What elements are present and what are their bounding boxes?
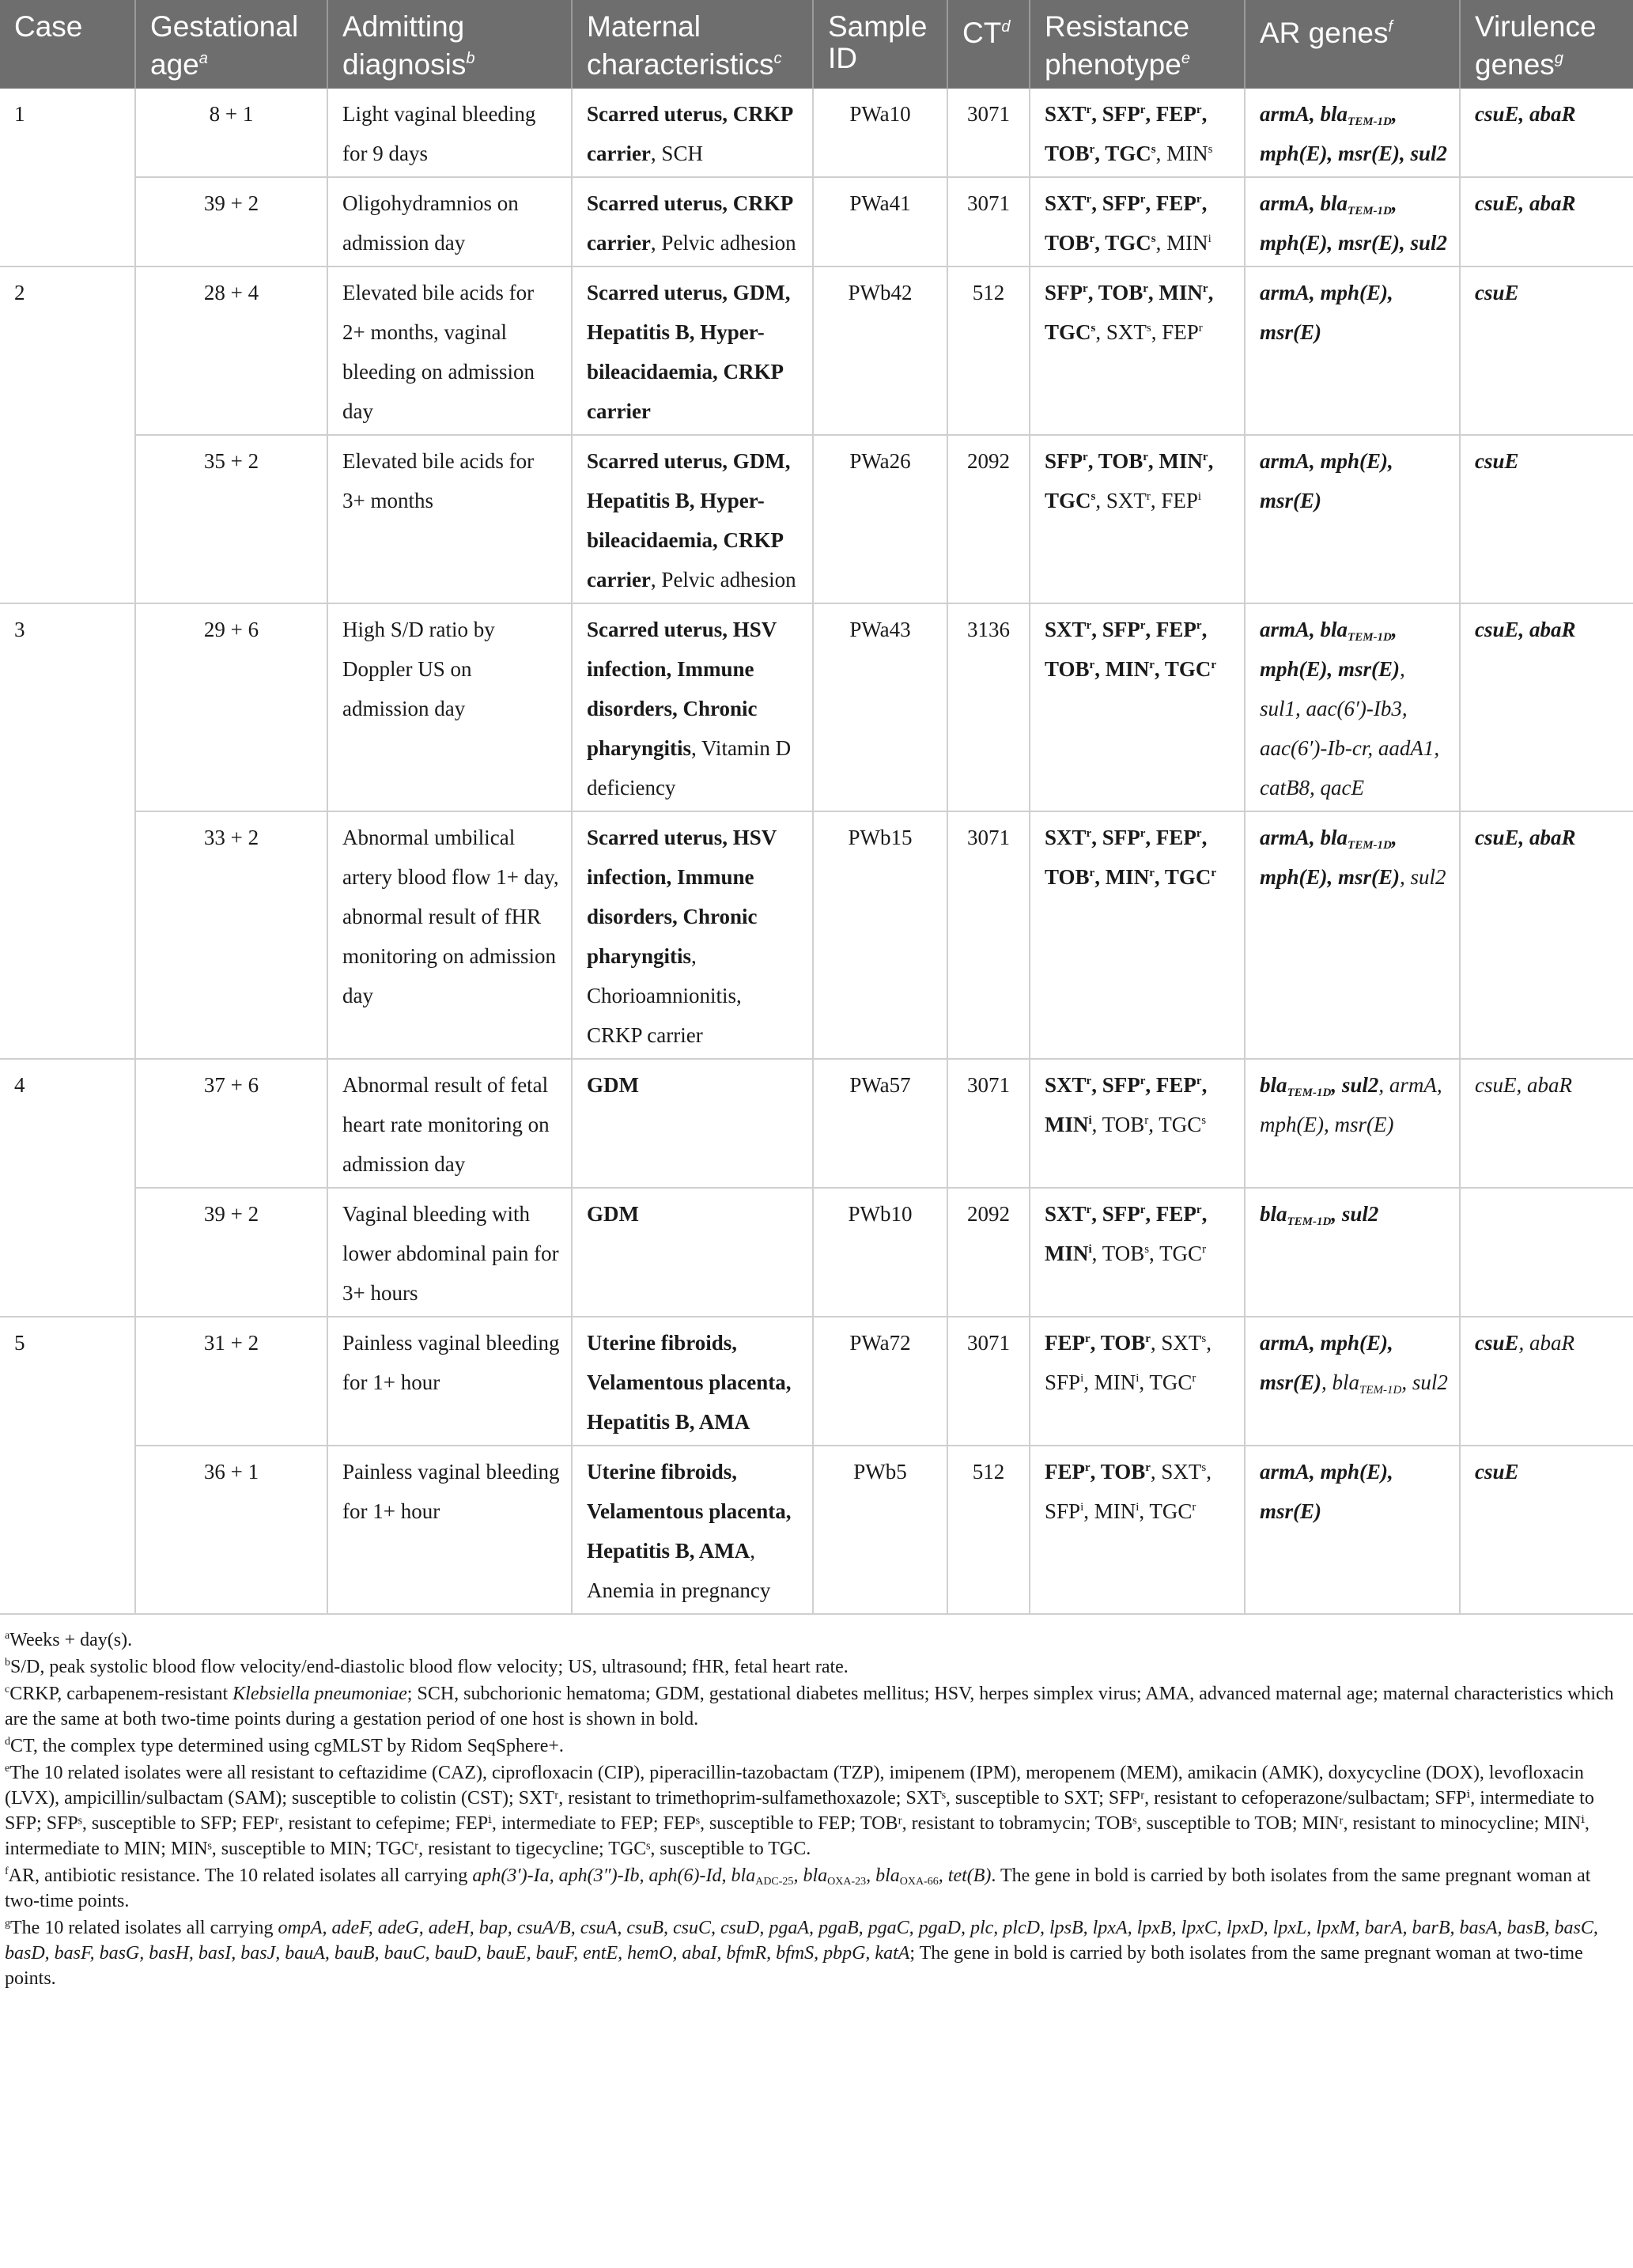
- ar-genes: armA, mph(E), msr(E): [1245, 435, 1460, 603]
- col-virulence-genes: Virulence genes$^g$: [1460, 0, 1633, 89]
- virulence-genes: csuE, abaR: [1460, 811, 1633, 1059]
- col-gestational-age: Gestational age$^a$: [135, 0, 327, 89]
- ar-genes: bla$_{TEM-1D}$, sul2, armA, mph(E), msr(E): [1245, 1059, 1460, 1188]
- table-row: [0, 266, 1633, 435]
- table-row: [0, 1446, 1633, 1614]
- virulence-genes: [1460, 1188, 1633, 1317]
- admitting-diagnosis: Abnormal result of fetal heart rate monitoring on admission day: [327, 1059, 572, 1188]
- sample-id: PWa72: [813, 1317, 947, 1446]
- resistance-phenotype: SXT$^r$, SFP$^r$, FEP$^r$, MIN$^i$, TOB$^s$, TGC$^r$: [1030, 1188, 1245, 1317]
- maternal-characteristics: Scarred uterus, CRKP carrier, SCH: [572, 89, 813, 177]
- maternal-characteristics: GDM: [572, 1188, 813, 1317]
- resistance-phenotype: SFP$^r$, TOB$^r$, MIN$^r$, TGC$^s$, SXT$^s$, FEP$^r$: [1030, 266, 1245, 435]
- gestational-age: 35 + 2: [135, 435, 327, 603]
- col-ar-genes: AR genes$^f$: [1245, 0, 1460, 89]
- admitting-diagnosis: Abnormal umbilical artery blood flow 1+ day, abnormal result of fHR monitoring on admission day: [327, 811, 572, 1059]
- ct-value: 3071: [947, 177, 1030, 266]
- table-row: [0, 603, 1633, 811]
- footnote-d: $^d$CT, the complex type determined using cgMLST by Ridom SeqSphere+.: [5, 1736, 564, 1756]
- resistance-phenotype: SFP$^r$, TOB$^r$, MIN$^r$, TGC$^s$, SXT$^r$, FEP$^i$: [1030, 435, 1245, 603]
- sample-id: PWb10: [813, 1188, 947, 1317]
- virulence-genes: csuE, abaR: [1460, 603, 1633, 811]
- ar-genes: armA, mph(E), msr(E): [1245, 1446, 1460, 1614]
- resistance-phenotype: SXT$^r$, SFP$^r$, FEP$^r$, TOB$^r$, TGC$^s$, MIN$^i$: [1030, 177, 1245, 266]
- gestational-age: 28 + 4: [135, 266, 327, 435]
- ct-value: 3071: [947, 1317, 1030, 1446]
- ar-genes: armA, bla$_{TEM-1D}$, mph(E), msr(E), sul2: [1245, 177, 1460, 266]
- case-number: 1: [0, 89, 135, 266]
- maternal-characteristics: Uterine fibroids, Velamentous placenta, Hepatitis B, AMA, Anemia in pregnancy: [572, 1446, 813, 1614]
- table-row: [0, 1059, 1633, 1188]
- resistance-phenotype: SXT$^r$, SFP$^r$, FEP$^r$, TOB$^r$, MIN$^r$, TGC$^r$: [1030, 603, 1245, 811]
- footnote-a: $^a$Weeks + day(s).: [5, 1630, 133, 1650]
- footnote-b: $^b$S/D, peak systolic blood flow velocity/end-diastolic blood flow velocity; US, ultrasound; fHR, fetal heart rate.: [5, 1657, 849, 1677]
- admitting-diagnosis: Light vaginal bleeding for 9 days: [327, 89, 572, 177]
- case-number: 4: [0, 1059, 135, 1317]
- ar-genes: armA, mph(E), msr(E), bla$_{TEM-1D}$, sul2: [1245, 1317, 1460, 1446]
- ct-value: 512: [947, 1446, 1030, 1614]
- footnote-c: $^c$CRKP, carbapenem-resistant Klebsiella pneumoniae; SCH, subchorionic hematoma; GDM, gestational diabetes mellitus; HSV, herpes simplex virus; AMA, advanced maternal age; maternal characteristics which are the same at both two-time points during a gestation period of one host is shown in bold.: [5, 1684, 1614, 1729]
- gestational-age: 33 + 2: [135, 811, 327, 1059]
- ar-genes: armA, mph(E), msr(E): [1245, 266, 1460, 435]
- ct-value: 3136: [947, 603, 1030, 811]
- maternal-characteristics: Scarred uterus, CRKP carrier, Pelvic adhesion: [572, 177, 813, 266]
- table-row: [0, 177, 1633, 266]
- table-row: [0, 1317, 1633, 1446]
- gestational-age: 39 + 2: [135, 1188, 327, 1317]
- table-row: [0, 89, 1633, 177]
- sample-id: PWa26: [813, 435, 947, 603]
- virulence-genes: csuE, abaR: [1460, 177, 1633, 266]
- table-row: [0, 1188, 1633, 1317]
- ar-genes: armA, bla$_{TEM-1D}$, mph(E), msr(E), sul2: [1245, 811, 1460, 1059]
- gestational-age: 8 + 1: [135, 89, 327, 177]
- ct-value: 3071: [947, 89, 1030, 177]
- ar-genes: armA, bla$_{TEM-1D}$, mph(E), msr(E), sul1, aac(6′)-Ib3, aac(6′)-Ib-cr, aadA1, catB8, qacE: [1245, 603, 1460, 811]
- col-ct: $CT^d$: [947, 0, 1030, 89]
- col-maternal-characteristics: Maternal characteristics$^c$: [572, 0, 813, 89]
- sample-id: PWb15: [813, 811, 947, 1059]
- maternal-characteristics: Scarred uterus, GDM, Hepatitis B, Hyper-bileacidaemia, CRKP carrier, Pelvic adhesion: [572, 435, 813, 603]
- admitting-diagnosis: Painless vaginal bleeding for 1+ hour: [327, 1317, 572, 1446]
- resistance-phenotype: SXT$^r$, SFP$^r$, FEP$^r$, MIN$^i$, TOB$^r$, TGC$^s$: [1030, 1059, 1245, 1188]
- resistance-phenotype: FEP$^r$, TOB$^r$, SXT$^s$, SFP$^i$, MIN$^i$, TGC$^r$: [1030, 1317, 1245, 1446]
- ct-value: 3071: [947, 811, 1030, 1059]
- maternal-characteristics: Scarred uterus, HSV infection, Immune disorders, Chronic pharyngitis, Chorioamnionitis, CRKP carrier: [572, 811, 813, 1059]
- ar-genes: armA, bla$_{TEM-1D}$, mph(E), msr(E), sul2: [1245, 89, 1460, 177]
- resistance-phenotype: FEP$^r$, TOB$^r$, SXT$^s$, SFP$^i$, MIN$^i$, TGC$^r$: [1030, 1446, 1245, 1614]
- col-resistance-phenotype: Resistance phenotype$^e$: [1030, 0, 1245, 89]
- virulence-genes: csuE, abaR: [1460, 1317, 1633, 1446]
- virulence-genes: csuE: [1460, 266, 1633, 435]
- gestational-age: 37 + 6: [135, 1059, 327, 1188]
- sample-id: PWa57: [813, 1059, 947, 1188]
- sample-id: PWb5: [813, 1446, 947, 1614]
- maternal-characteristics: Scarred uterus, GDM, Hepatitis B, Hyper-bileacidaemia, CRKP carrier: [572, 266, 813, 435]
- admitting-diagnosis: Vaginal bleeding with lower abdominal pain for 3+ hours: [327, 1188, 572, 1317]
- ct-value: 3071: [947, 1059, 1030, 1188]
- resistance-phenotype: SXT$^r$, SFP$^r$, FEP$^r$, TOB$^r$, MIN$^r$, TGC$^r$: [1030, 811, 1245, 1059]
- admitting-diagnosis: Oligohydramnios on admission day: [327, 177, 572, 266]
- sample-id: PWa10: [813, 89, 947, 177]
- virulence-genes: csuE: [1460, 1446, 1633, 1614]
- virulence-genes: csuE, abaR: [1460, 1059, 1633, 1188]
- maternal-characteristics: Uterine fibroids, Velamentous placenta, Hepatitis B, AMA: [572, 1317, 813, 1446]
- footnote-g: $^g$The 10 related isolates all carrying ompA, adeF, adeG, adeH, bap, csuA/B, csuA, csuB, csuC, csuD, pgaA, pgaB, pgaC, pgaD, plc, plcD, lpsB, lpxA, lpxB, lpxC, lpxD, lpxL, lpxM, barA, barB, basA, basB, basC, basD, basF, basG, basH, basI, basJ, bauA, bauB, bauC, bauD, bauE, bauF, entE, hemO, abaI, bfmR, bfmS, pbpG, katA; The gene in bold is carried by both isolates from the same pregnant woman at two-time points.: [5, 1918, 1598, 1989]
- maternal-characteristics: GDM: [572, 1059, 813, 1188]
- table-row: [0, 811, 1633, 1059]
- admitting-diagnosis: High S/D ratio by Doppler US on admission day: [327, 603, 572, 811]
- ct-value: 2092: [947, 435, 1030, 603]
- case-number: 2: [0, 266, 135, 603]
- case-number: 3: [0, 603, 135, 1059]
- footnote-f: $^f$AR, antibiotic resistance. The 10 related isolates all carrying aph(3′)-Ia, aph(3″)-Ib, aph(6)-Id, bla$_{ADC-25}$, bla$_{OXA-23}$, bla$_{OXA-66}$, tet(B). The gene in bold is carried by both isolates from the same pregnant woman at two-time points.: [5, 1865, 1591, 1911]
- resistance-phenotype: SXT$^r$, SFP$^r$, FEP$^r$, TOB$^r$, TGC$^s$, MIN$^s$: [1030, 89, 1245, 177]
- header-row: [0, 0, 1633, 89]
- ar-genes: bla$_{TEM-1D}$, sul2: [1245, 1188, 1460, 1317]
- admitting-diagnosis: Painless vaginal bleeding for 1+ hour: [327, 1446, 572, 1614]
- col-admitting-diagnosis: Admitting diagnosis$^b$: [327, 0, 572, 89]
- sample-id: PWb42: [813, 266, 947, 435]
- col-case: Case: [0, 0, 135, 89]
- maternal-characteristics: Scarred uterus, HSV infection, Immune disorders, Chronic pharyngitis, Vitamin D deficiency: [572, 603, 813, 811]
- footnote-e: $^e$The 10 related isolates were all resistant to ceftazidime (CAZ), ciprofloxacin (CIP), piperacillin-tazobactam (TZP), imipenem (IPM), meropenem (MEM), amikacin (AMK), doxycycline (DOX), levofloxacin (LVX), ampicillin/sulbactam (SAM); susceptible to colistin (CST); SXTʳ, resistant to trimethoprim-sulfamethoxazole; SXTˢ, susceptible to SXT; SFPʳ, resistant to cefoperazone/sulbactam; SFPⁱ, intermediate to SFP; SFPˢ, susceptible to SFP; FEPʳ, resistant to cefepime; FEPⁱ, intermediate to FEP; FEPˢ, susceptible to FEP; TOBʳ, resistant to tobramycin; TOBˢ, susceptible to TOB; MINʳ, resistant to minocycline; MINⁱ, intermediate to MIN; MINˢ, susceptible to MIN; TGCʳ, resistant to tigecycline; TGCˢ, susceptible to TGC.: [5, 1763, 1594, 1859]
- virulence-genes: csuE, abaR: [1460, 89, 1633, 177]
- virulence-genes: csuE: [1460, 435, 1633, 603]
- gestational-age: 31 + 2: [135, 1317, 327, 1446]
- admitting-diagnosis: Elevated bile acids for 3+ months: [327, 435, 572, 603]
- admitting-diagnosis: Elevated bile acids for 2+ months, vaginal bleeding on admission day: [327, 266, 572, 435]
- sample-id: PWa41: [813, 177, 947, 266]
- gestational-age: 39 + 2: [135, 177, 327, 266]
- gestational-age: 36 + 1: [135, 1446, 327, 1614]
- ct-value: 512: [947, 266, 1030, 435]
- case-number: 5: [0, 1317, 135, 1614]
- table-footnotes: [0, 1615, 1633, 1991]
- col-sample-id: Sample ID: [813, 0, 947, 89]
- gestational-age: 29 + 6: [135, 603, 327, 811]
- table-row: [0, 435, 1633, 603]
- ct-value: 2092: [947, 1188, 1030, 1317]
- sample-id: PWa43: [813, 603, 947, 811]
